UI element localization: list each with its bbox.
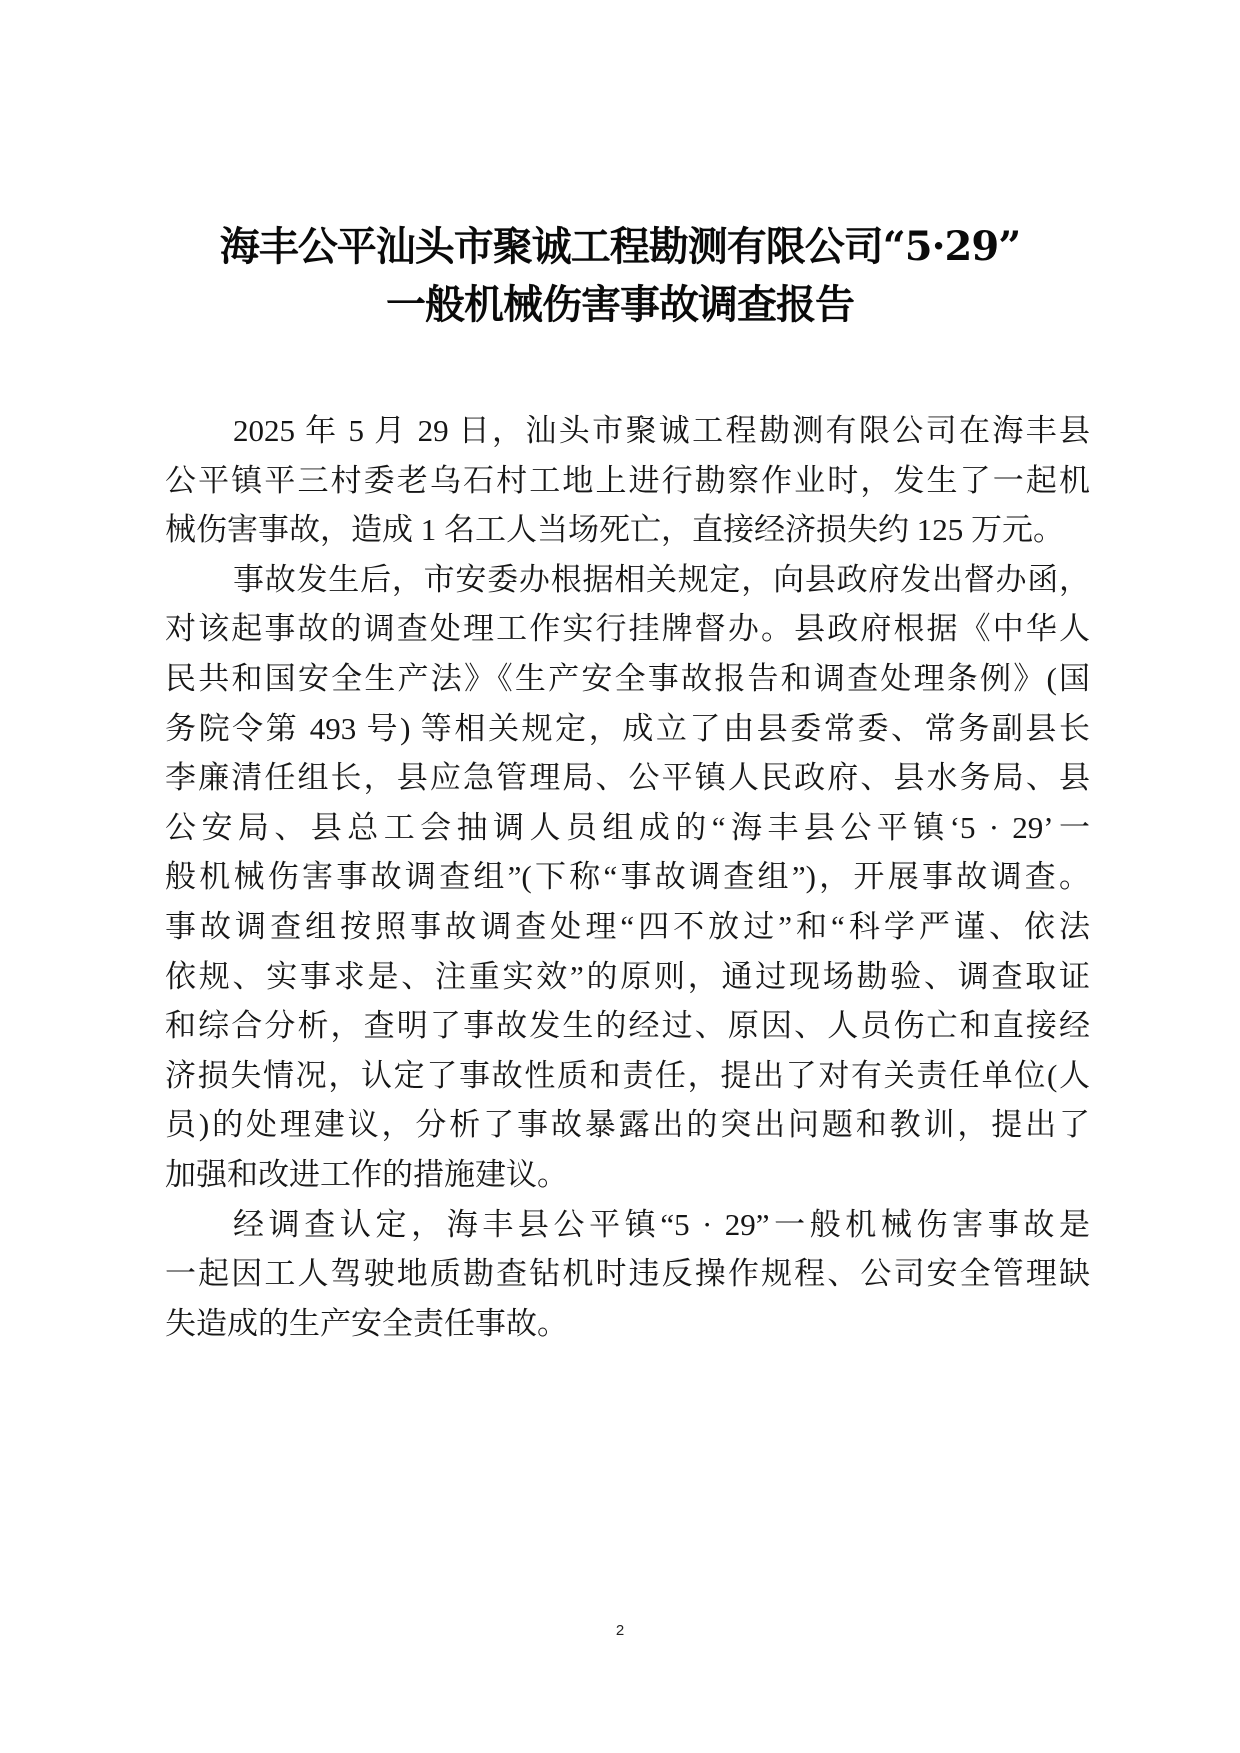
text-line: 失造成的生产安全责任事故。 — [165, 1305, 568, 1341]
text-line: 经调查认定，海丰县公平镇“5 · 29”一般机械伤害事故是 — [233, 1206, 1090, 1242]
text-line: 民共和国安全生产法》《生产安全事故报告和调查处理条例》(国 — [165, 660, 1090, 696]
text-line: 李廉清任组长，县应急管理局、公平镇人民政府、县水务局、县 — [165, 760, 1090, 796]
text-line: 济损失情况，认定了事故性质和责任，提出了对有关责任单位(人 — [165, 1057, 1090, 1093]
report-body — [165, 406, 1090, 1348]
paragraph-conclusion — [165, 1200, 1090, 1349]
report-title — [150, 218, 1090, 334]
text-line: 2025 年 5 月 29 日，汕头市聚诚工程勘测有限公司在海丰县 — [233, 413, 1090, 448]
text-line: 事故调查组按照事故调查处理“四不放过”和“科学严谨、依法 — [165, 908, 1090, 944]
text-line: 务院令第 493 号) 等相关规定，成立了由县委常委、常务副县长 — [165, 710, 1090, 746]
text-line: 加强和改进工作的措施建议。 — [165, 1156, 568, 1192]
text-line: 一起因工人驾驶地质勘查钻机时违反操作规程、公司安全管理缺 — [165, 1256, 1090, 1292]
text-line: 般机械伤害事故调查组”(下称“事故调查组”)，开展事故调查。 — [165, 859, 1090, 895]
page-number: 2 — [615, 1622, 625, 1639]
paragraph-investigation-setup — [165, 555, 1090, 1200]
text-line: 公平镇平三村委老乌石村工地上进行勘察作业时，发生了一起机 — [165, 462, 1090, 498]
report-title-line-2: 一般机械伤害事故调查报告 — [386, 281, 854, 328]
text-line: 公安局、县总工会抽调人员组成的“海丰县公平镇‘5 · 29’一 — [165, 809, 1090, 845]
text-line: 对该起事故的调查处理工作实行挂牌督办。县政府根据《中华人 — [165, 611, 1090, 647]
report-title-line-1: 海丰公平汕头市聚诚工程勘测有限公司“5·29” — [219, 223, 1021, 270]
text-line: 员)的处理建议，分析了事故暴露出的突出问题和教训，提出了 — [165, 1107, 1090, 1143]
text-line: 和综合分析，查明了事故发生的经过、原因、人员伤亡和直接经 — [165, 1008, 1090, 1044]
text-line: 械伤害事故，造成 1 名工人当场死亡，直接经济损失约 125 万元。 — [165, 512, 1064, 548]
paragraph-incident-summary — [165, 406, 1090, 555]
text-line: 依规、实事求是、注重实效”的原则，通过现场勘验、调查取证 — [165, 958, 1090, 994]
text-line: 事故发生后，市安委办根据相关规定，向县政府发出督办函， — [233, 561, 1090, 597]
